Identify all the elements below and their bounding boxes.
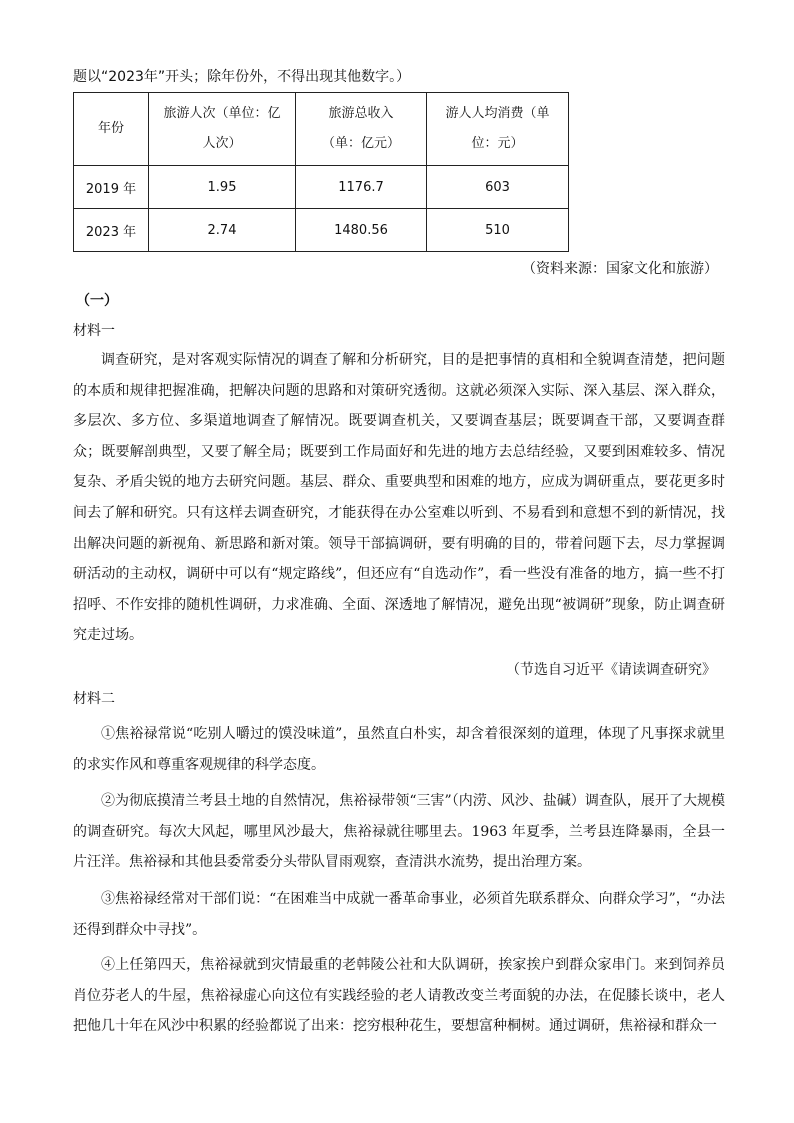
table-header-cell: 旅游人次（单位：亿人次） [149, 93, 296, 166]
material-two-item: ③焦裕禄经常对干部们说：“在困难当中成就一番革命事业，必须首先联系群众、向群众学习”，“办法还得到群众中寻找”。 [73, 891, 725, 938]
table-row [74, 209, 569, 252]
table-cell: 2023 年 [74, 209, 149, 252]
material-two-heading: 材料二 [73, 691, 115, 707]
table-cell: 1.95 [149, 166, 296, 209]
table-cell: 2019 年 [74, 166, 149, 209]
material-two-item: ④上任第四天，焦裕禄就到灾情最重的老韩陵公社和大队调研，挨家挨户到群众家串门。来到饲养员肖位芬老人的牛屋，焦裕禄虚心向这位有实践经验的老人请教改变兰考面貌的办法，在促膝长谈中，老人把他几十年在风沙中积累的经验都说了出来：挖穷根种花生，要想富种桐树。通过调研，焦裕禄和群众一 [73, 957, 725, 1035]
table-header-cell: 年份 [74, 93, 149, 166]
material-one-body: 调查研究，是对客观实际情况的调查了解和分析研究，目的是把事情的真相和全貌调查清楚，把问题的本质和规律把握准确，把解决问题的思路和对策研究透彻。这就必须深入实际、深入基层、深入群众，多层次、多方位、多渠道地调查了解情况。既要调查机关，又要调查基层；既要调查干部，又要调查群众；既要解剖典型，又要了解全局；既要到工作局面好和先进的地方去总结经验，又要到困难较多、情况复杂、矛盾尖锐的地方去研究问题。基层、群众、重要典型和困难的地方，应成为调研重点，要花更多时间去了解和研究。只有这样去调查研究，才能获得在办公室难以听到、不易看到和意想不到的新情况，找出解决问题的新视角、新思路和新对策。领导干部搞调研，要有明确的目的，带着问题下去，尽力掌握调研活动的主动权，调研中可以有“规定路线”，但还应有“自选动作”，看一些没有准备的地方，搞一些不打招呼、不作安排的随机性调研，力求准确、全面、深透地了解情况，避免出现“被调研”现象，防止调查研究走过场。 [73, 352, 725, 644]
material-two-item: ①焦裕禄常说“吃别人嚼过的馍没味道”，虽然直白朴实，却含着很深刻的道理，体现了凡事探求就里的求实作风和尊重客观规律的科学态度。 [73, 726, 725, 773]
table-cell: 2.74 [149, 209, 296, 252]
table-header-cell: 旅游总收入（单：亿元） [296, 93, 427, 166]
material-two-item: ②为彻底摸清兰考县土地的自然情况，焦裕禄带领“三害”（内涝、风沙、盐碱）调查队，展开了大规模的调查研究。每次大风起，哪里风沙最大，焦裕禄就往哪里去。1963 年夏季，兰考县连降暴雨，全县一片汪洋。焦裕禄和其他县委常委分头带队冒雨观察，查清洪水流势，提出治理方案。 [73, 793, 725, 871]
question-intro: 题以“2023年”开头；除年份外，不得出现其他数字。） [73, 69, 411, 85]
table-row [74, 166, 569, 209]
table-cell: 1176.7 [296, 166, 427, 209]
tourism-data-table [73, 92, 569, 252]
table-cell: 603 [427, 166, 569, 209]
table-cell: 1480.56 [296, 209, 427, 252]
table-header-cell: 游人人均消费（单位：元） [427, 93, 569, 166]
table-source: （资料来源：国家文化和旅游） [522, 261, 718, 277]
material-one-citation: （节选自习近平《请读调查研究》 [506, 662, 716, 678]
table-header-row [74, 93, 569, 166]
section-heading: （一） [76, 293, 118, 309]
table-cell: 510 [427, 209, 569, 252]
material-one-heading: 材料一 [73, 323, 115, 339]
